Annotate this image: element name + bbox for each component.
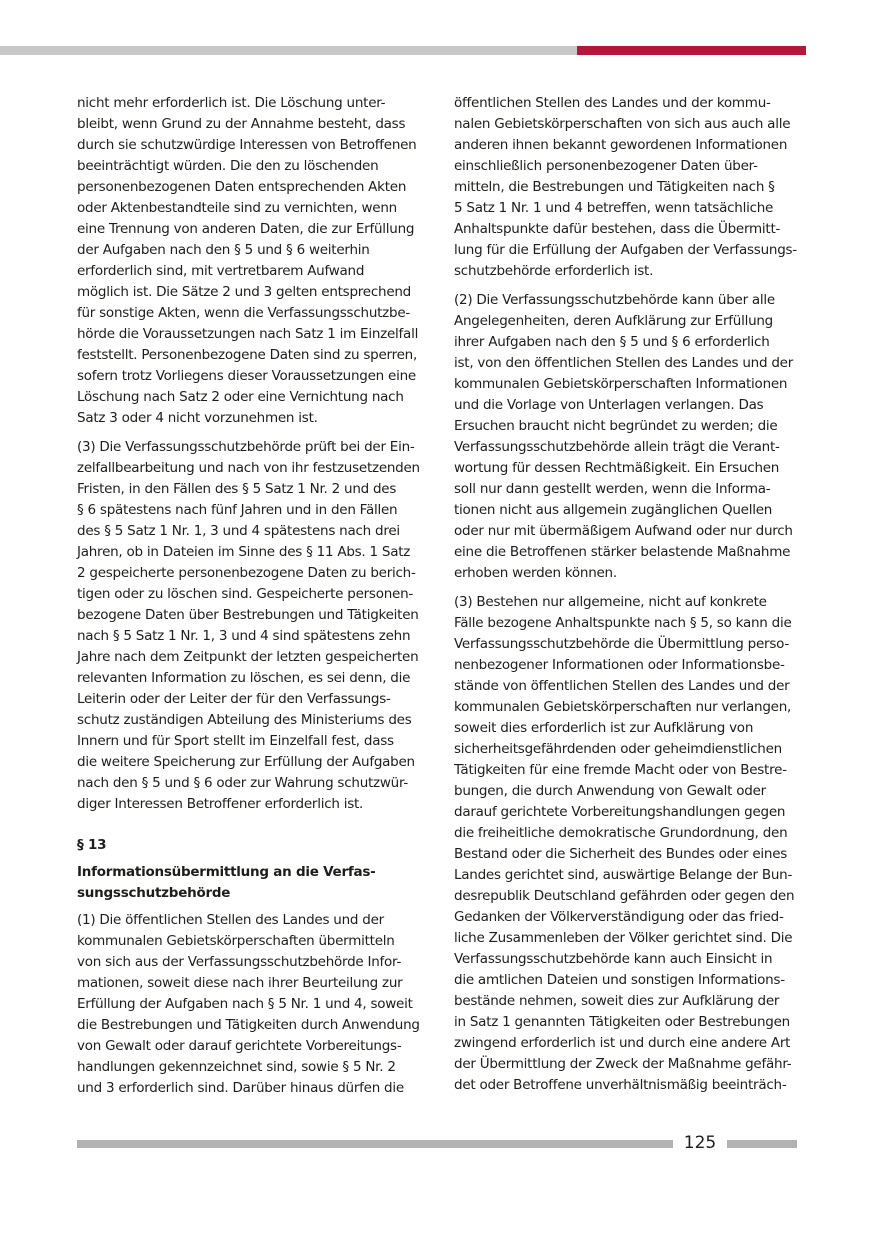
section-number: § 13 [77, 837, 107, 853]
section-13 [77, 835, 427, 1099]
left-column [77, 93, 427, 1107]
left-paragraph-2: (3) Die Verfassungsschutzbehörde prüft bei der Ein- zelfallbearbeitung und nach von ihr festzusetzenden Fristen, in den Fällen des § 5 Satz 1 Nr. 2 und des § 6 spätestens nach fünf Jahren und in den Fällen des § 5 Satz 1 Nr. 1, 3 und 4 spätestens nach drei Jahren, ob in Dateien im Sinne des § 11 Abs. 1 Satz 2 gespeicherte personenbezogene Daten zu berich- tigen oder zu löschen sind. Gespeicherte personen- bezogene Daten über Bestrebungen und Tätigkeiten nach § 5 Satz 1 Nr. 1, 3 und 4 sind spätestens zehn Jahre nach dem Zeitpunkt der letzten gespeicherten relevanten Information zu löschen, es sei denn, die Leiterin oder der Leiter der für den Verfassungs- schutz zuständigen Abteilung des Ministeriums des Innern und für Sport stellt im Einzelfall fest, dass die weitere Speicherung zur Erfüllung der Aufgaben nach den § 5 und § 6 oder zur Wahrung schutzwür- diger Interessen Betroffener erforderlich ist. [77, 439, 420, 812]
left-paragraph-1: nicht mehr erforderlich ist. Die Löschung unter- bleibt, wenn Grund zu der Annahme besteht, dass durch sie schutzwürdige Interessen von Betroffenen beeinträchtigt würden. Die den zu löschenden personenbezogenen Daten entsprechenden Akten oder Aktenbestandteile sind zu vernichten, wenn eine Trennung von anderen Daten, die zur Erfüllung der Aufgaben nach den § 5 und § 6 weiterhin erforderlich sind, mit vertretbarem Aufwand möglich ist. Die Sätze 2 und 3 gelten entsprechend für sonstige Akten, wenn die Verfassungsschutzbe- hörde die Voraussetzungen nach Satz 1 im Einzelfall feststellt. Personenbezogene Daten sind zu sperren, sofern trotz Vorliegens dieser Voraussetzungen eine Löschung nach Satz 2 oder eine Vernichtung nach Satz 3 oder 4 nicht vorzunehmen ist. [77, 95, 419, 426]
right-paragraph-3: (3) Bestehen nur allgemeine, nicht auf konkrete Fälle bezogene Anhaltspunkte nach § 5, so kann die Verfassungsschutzbehörde die Übermittlung perso- nenbezogener Informationen oder Informationsbe- stände von öffentlichen Stellen des Landes und der kommunalen Gebietskörperschaften nur verlangen, soweit dies erforderlich ist zur Aufklärung von sicherheitsgefährdenden oder geheimdienstlichen Tätigkeiten für eine fremde Macht oder von Bestre- bungen, die durch Anwendung von Gewalt oder darauf gerichtete Vorbereitungshandlungen gegen die freiheitliche demokratische Grundordnung, den Bestand oder die Sicherheit des Bundes oder eines Landes gerichtet sind, auswärtige Belange der Bun- desrepublik Deutschland gefährden oder gegen den Gedanken der Völkerverständigung oder das fried- liche Zusammenleben der Völker gerichtet sind. Die Verfassungsschutzbehörde kann auch Einsicht in die amtlichen Dateien und sonstigen Informations- bestände nehmen, soweit dies zur Aufklärung der in Satz 1 genannten Tätigkeiten oder Bestrebungen zwingend erforderlich ist und durch eine andere Art der Übermittlung der Zweck der Maßnahme gefähr- det oder Betroffene unverhältnismäßig beeinträch- [454, 594, 795, 1093]
right-paragraph-2: (2) Die Verfassungsschutzbehörde kann über alle Angelegenheiten, deren Aufklärung zur Erfüllung ihrer Aufgaben nach den § 5 und § 6 erforderlich ist, von den öffentlichen Stellen des Landes und der kommunalen Gebietskörperschaften Informationen und die Vorlage von Unterlagen verlangen. Das Ersuchen braucht nicht begründet zu werden; die Verfassungsschutzbehörde allein trägt die Verant- wortung für dessen Rechtmäßigkeit. Ein Ersuchen soll nur dann gestellt werden, wenn die Informa- tionen nicht aus allgemein zugänglichen Quellen oder nur mit übermäßigem Aufwand oder nur durch eine die Betroffenen stärker belastende Maßnahme erhoben werden können. [454, 292, 794, 581]
page-number: 125 [683, 1133, 717, 1153]
header-rule-accent [577, 46, 806, 55]
footer-rule-left [77, 1140, 673, 1148]
right-column [454, 93, 804, 1104]
footer-rule-right [727, 1140, 797, 1148]
section-title: Informationsübermittlung an die Verfas- sungsschutzbehörde [77, 864, 376, 901]
section-paragraph-1: (1) Die öffentlichen Stellen des Landes und der kommunalen Gebietskörperschaften übermitteln von sich aus der Verfassungsschutzbehörde Infor- mationen, soweit diese nach ihrer Beurteilung zur Erfüllung der Aufgaben nach § 5 Nr. 1 und 4, soweit die Bestrebungen und Tätigkeiten durch Anwendung von Gewalt oder darauf gerichtete Vorbereitungs- handlungen gekennzeichnet sind, sowie § 5 Nr. 2 und 3 erforderlich sind. Darüber hinaus dürfen die [77, 912, 420, 1096]
header-rule-gray [0, 46, 577, 55]
right-paragraph-1: öffentlichen Stellen des Landes und der kommu- nalen Gebietskörperschaften von sich aus auch alle anderen ihnen bekannt gewordenen Informationen einschließlich personenbezogener Daten über- mitteln, die Bestrebungen und Tätigkeiten nach § 5 Satz 1 Nr. 1 und 4 betreffen, wenn tatsächliche Anhaltspunkte dafür bestehen, dass die Übermitt- lung für die Erfüllung der Aufgaben der Verfassungs- schutzbehörde erforderlich ist. [454, 95, 797, 279]
